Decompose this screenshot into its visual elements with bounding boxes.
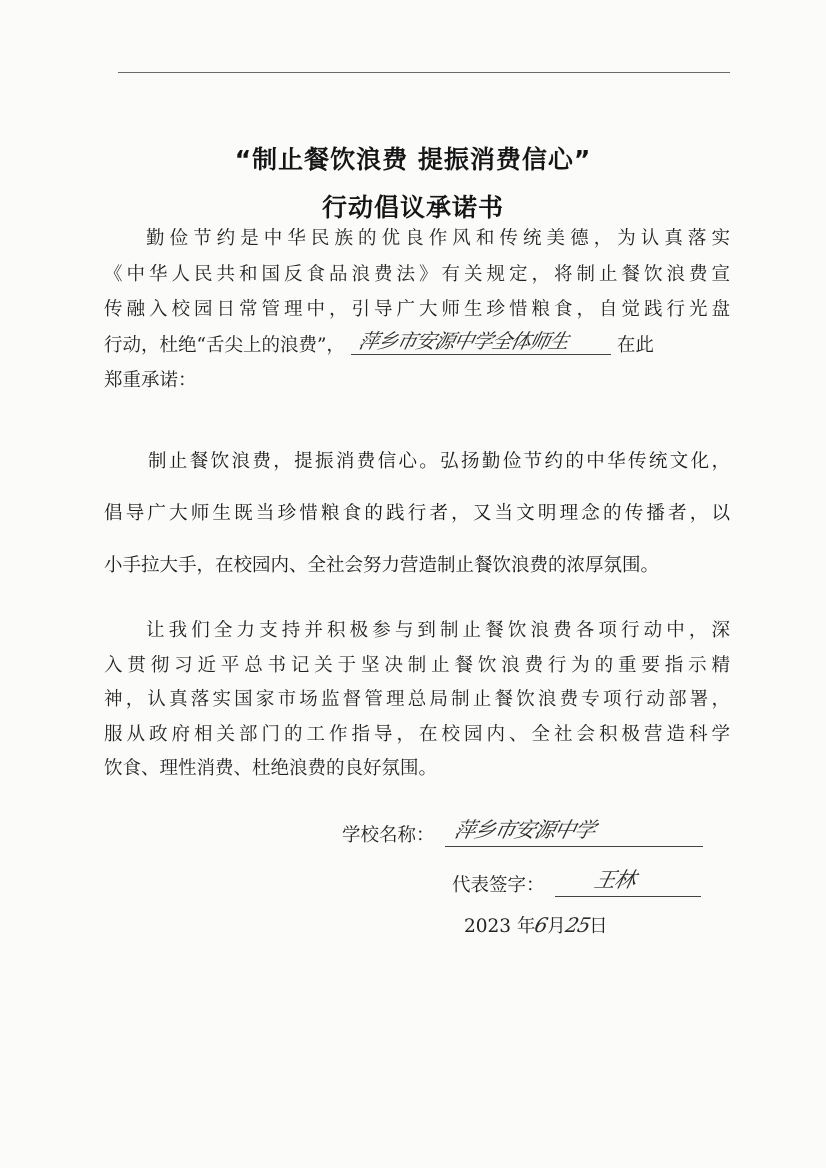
date-month-unit: 月 [547,916,566,937]
date-year: 2023 年 [464,916,536,937]
date-day-handwritten: 25 [563,913,592,937]
school-name-label: 学校名称： [342,825,435,846]
paragraph-line: 传融入校园日常管理中，引导广大师生珍惜粮食，自觉践行光盘 [104,299,730,320]
paragraph-line: 勤俭节约是中华民族的优良作风和传统美德，为认真落实 [146,228,730,249]
paragraph-line: 郑重承诺： [104,370,197,391]
paragraph-line: 制止餐饮浪费，提振消费信心。弘扬勤俭节约的中华传统文化， [148,451,730,472]
paragraph-line-with-signature [104,328,730,364]
representative-signature-row [452,870,701,897]
paragraph-call-to-action [104,614,730,787]
representative-signature-label: 代表签字： [452,875,545,896]
paragraph-line: 《中华人民共和国反食品浪费法》有关规定，将制止餐饮浪费宣 [104,263,730,285]
paragraph-line: 小手拉大手，在校园内、全社会努力营造制止餐饮浪费的浓厚氛围。 [104,555,660,576]
document-title: “制止餐饮浪费 提振消费信心” [234,145,592,174]
paragraph-text: 行动，杜绝“舌尖上的浪费”， [104,334,345,356]
paragraph-line: 神，认真落实国家市场监督管理总局制止餐饮浪费专项行动部署， [104,689,730,711]
paragraph-intro [104,221,730,399]
paragraph-text: 在此 [616,334,654,356]
school-name-row [342,820,703,847]
date-day-unit: 日 [589,916,608,937]
paragraph-line: 饮食、理性消费、杜绝浪费的良好氛围。 [104,758,438,780]
paragraph-line: 服从政府相关部门的工作指导，在校园内、全社会积极营造科学 [104,723,730,745]
school-name-handwritten: 萍乡市安源中学 [451,818,597,842]
representative-signature-field [555,870,701,897]
handwritten-field [351,328,611,355]
paragraph-line: 倡导广大师生既当珍惜粮食的践行者，又当文明理念的传播者，以 [104,503,730,524]
representative-signature: 王林 [591,868,637,892]
paragraph-line: 让我们全力支持并积极参与到制止餐饮浪费各项行动中，深 [146,620,730,641]
date-month-handwritten: 6 [532,913,550,937]
handwritten-school-staff: 萍乡市安源中学全体师生 [356,328,571,353]
paragraph-commitment [104,436,730,592]
date-row [464,912,608,938]
school-name-field [445,820,703,847]
document-subtitle: 行动倡议承诺书 [321,193,504,222]
paragraph-line: 入贯彻习近平总书记关于坚决制止餐饮浪费行为的重要指示精 [104,654,730,676]
top-rule [118,72,730,73]
